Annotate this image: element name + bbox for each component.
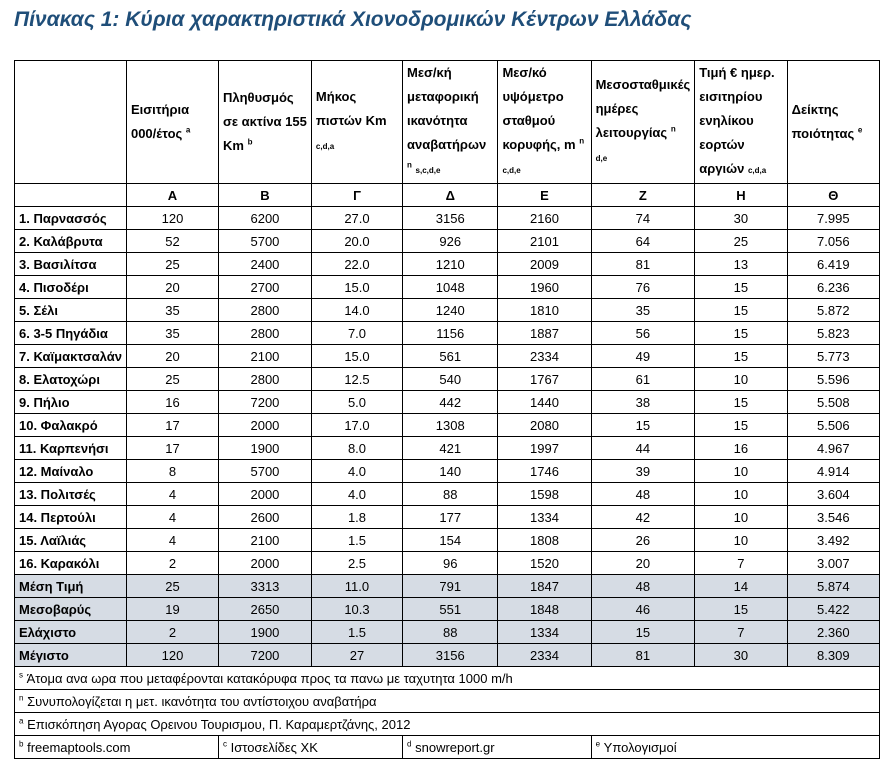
table-row [15,506,880,529]
table-cell: 2080 [498,414,591,437]
table-cell: 30 [695,207,787,230]
table-cell: 15 [695,276,787,299]
table-cell: 2700 [218,276,311,299]
table-cell: 1520 [498,552,591,575]
table-row [15,414,880,437]
row-label: 1. Παρνασσός [15,207,127,230]
table-row [15,529,880,552]
table-cell: 4.967 [787,437,879,460]
table-cell: 2334 [498,644,591,667]
table-cell: 6200 [218,207,311,230]
row-label: 2. Καλάβρυτα [15,230,127,253]
table-cell: 177 [403,506,498,529]
stat-row [15,621,880,644]
table-cell: 39 [591,460,695,483]
stat-row [15,644,880,667]
table-row [15,322,880,345]
footnote-text: Επισκόπηση Αγορας Ορεινου Τουρισμου, Π. Καραμερτζάνης, 2012 [27,716,411,732]
table-cell: 2 [126,621,218,644]
column-letter: Γ [311,184,402,207]
column-header [591,61,695,184]
table-row [15,368,880,391]
column-letter: Β [218,184,311,207]
table-cell: 5.872 [787,299,879,322]
table-cell: 10 [695,460,787,483]
table-cell: 15 [695,391,787,414]
table-cell: 926 [403,230,498,253]
table-cell: 1.5 [311,529,402,552]
table-cell: 17.0 [311,414,402,437]
table-cell: 13 [695,253,787,276]
footnote-row [15,690,880,713]
table-cell: 20 [126,345,218,368]
table-cell: 551 [403,598,498,621]
table-cell: 1240 [403,299,498,322]
table-cell: 540 [403,368,498,391]
header-subscript: s,c,d,e [415,166,441,175]
table-cell: 10 [695,529,787,552]
row-label: 4. Πισοδέρι [15,276,127,299]
table-cell: 5.508 [787,391,879,414]
header-subscript: c,d,e [502,166,521,175]
table-cell: 7.056 [787,230,879,253]
row-label: 8. Ελατοχώρι [15,368,127,391]
footnote [15,713,880,736]
table-cell: 5700 [218,460,311,483]
table-cell: 4 [126,483,218,506]
row-label: 12. Μαίναλο [15,460,127,483]
table-row [15,207,880,230]
table-cell: 1900 [218,437,311,460]
table-cell: 10 [695,483,787,506]
table-cell: 3.007 [787,552,879,575]
table-cell: 3.492 [787,529,879,552]
table-cell: 81 [591,253,695,276]
row-label: 13. Πολιτσές [15,483,127,506]
table-cell: 421 [403,437,498,460]
table-cell: 2800 [218,299,311,322]
table-cell: 22.0 [311,253,402,276]
table-cell: 1847 [498,575,591,598]
table-cell: 2400 [218,253,311,276]
table-cell: 11.0 [311,575,402,598]
table-cell: 120 [126,644,218,667]
column-header [126,61,218,184]
table-cell: 1440 [498,391,591,414]
row-label: 15. Λαϊλιάς [15,529,127,552]
footnote-mark: n [19,693,24,703]
table-cell: 5.596 [787,368,879,391]
table-cell: 74 [591,207,695,230]
table-cell: 8.0 [311,437,402,460]
table-cell: 4 [126,529,218,552]
table-cell: 14.0 [311,299,402,322]
column-letter: Ε [498,184,591,207]
table-cell: 48 [591,483,695,506]
table-cell: 2.360 [787,621,879,644]
table-cell: 27 [311,644,402,667]
column-header-label: Πληθυσμός σε ακτίνα 155 Km [222,90,307,153]
source-text: snowreport.gr [415,739,495,755]
table-cell: 4.0 [311,460,402,483]
table-cell: 1156 [403,322,498,345]
header-subscript: d,e [595,154,608,163]
table-cell: 26 [591,529,695,552]
row-label: 7. Καϊμακτσαλάν [15,345,127,368]
table-cell: 3.546 [787,506,879,529]
table-row [15,437,880,460]
table-cell: 2600 [218,506,311,529]
source-mark: e [595,739,601,749]
column-letter: Ζ [591,184,695,207]
table-cell: 5.422 [787,598,879,621]
table-cell: 14 [695,575,787,598]
header-superscript: e [857,125,863,135]
row-label: 5. Σέλι [15,299,127,322]
table-cell: 561 [403,345,498,368]
table-cell: 20 [126,276,218,299]
table-cell: 1808 [498,529,591,552]
footnote-text: Άτομα ανα ωρα που μεταφέρονται κατακόρυφα προς τα πανω με ταχυτητα 1000 m/h [26,670,513,686]
table-cell: 120 [126,207,218,230]
table-cell: 17 [126,414,218,437]
table-cell: 2100 [218,529,311,552]
table-cell: 15.0 [311,345,402,368]
table-cell: 20.0 [311,230,402,253]
table-cell: 88 [403,621,498,644]
column-header-label: Μήκος πιστών Km [315,89,387,128]
table-cell: 3156 [403,644,498,667]
footnote-mark: a [19,716,24,726]
footnote-row [15,667,880,690]
table-cell: 52 [126,230,218,253]
table-row [15,552,880,575]
table-cell: 15 [591,414,695,437]
table-cell: 30 [695,644,787,667]
row-label: 9. Πήλιο [15,391,127,414]
source-mark: b [19,739,24,749]
table-cell: 10 [695,506,787,529]
column-header [311,61,402,184]
table-cell: 38 [591,391,695,414]
table-cell: 46 [591,598,695,621]
row-label: 14. Περτούλι [15,506,127,529]
table-cell: 64 [591,230,695,253]
table-cell: 1.8 [311,506,402,529]
footnote-text: Συνυπολογίζεται η μετ. ικανότητα του αντίστοιχου αναβατήρα [27,693,377,709]
table-cell: 5.874 [787,575,879,598]
column-header-label: Τιμή € ημερ. εισιτηρίου ενηλίκου εορτών αργιών [699,65,775,176]
footnote [15,667,880,690]
table-cell: 48 [591,575,695,598]
table-cell: 56 [591,322,695,345]
footnote-row [15,713,880,736]
table-cell: 1900 [218,621,311,644]
table-cell: 154 [403,529,498,552]
source-text: freemaptools.com [27,739,131,755]
table-cell: 49 [591,345,695,368]
table-cell: 4 [126,506,218,529]
table-cell: 4.914 [787,460,879,483]
table-cell: 15 [695,598,787,621]
table-cell: 2101 [498,230,591,253]
table-cell: 6.236 [787,276,879,299]
column-header-label: Δείκτης ποιότητας [791,102,855,141]
column-letter: Δ [403,184,498,207]
table-cell: 25 [126,368,218,391]
table-cell: 1598 [498,483,591,506]
table-cell: 2009 [498,253,591,276]
table-cell: 1.5 [311,621,402,644]
header-subscript: c,d,a [315,142,335,151]
column-header-label: Εισιτήρια 000/έτος [130,102,190,141]
stat-row [15,575,880,598]
table-cell: 15 [695,322,787,345]
table-cell: 2000 [218,483,311,506]
table-cell: 2000 [218,414,311,437]
table-cell: 76 [591,276,695,299]
table-cell: 19 [126,598,218,621]
column-letter: Η [695,184,787,207]
column-header [498,61,591,184]
source-mark: d [407,739,412,749]
source-text: Ιστοσελίδες ΧΚ [230,739,318,755]
table-cell: 16 [695,437,787,460]
column-header-label: Μεσ/κή μεταφορική ικανότητα αναβατήρων [407,65,487,152]
table-cell: 4.0 [311,483,402,506]
column-header [218,61,311,184]
table-cell: 2.5 [311,552,402,575]
table-cell: 15 [695,299,787,322]
header-superscript: b [247,137,253,147]
table-cell: 7.0 [311,322,402,345]
table-cell: 2100 [218,345,311,368]
table-cell: 61 [591,368,695,391]
table-cell: 15.0 [311,276,402,299]
table-cell: 5.0 [311,391,402,414]
table-cell: 7.995 [787,207,879,230]
table-cell: 1210 [403,253,498,276]
page-title: Πίνακας 1: Κύρια χαρακτηριστικά Χιονοδρομικών Κέντρων Ελλάδας [14,8,692,31]
header-corner [15,61,127,184]
table-cell: 1997 [498,437,591,460]
table-row [15,345,880,368]
table-cell: 1810 [498,299,591,322]
table-cell: 35 [126,299,218,322]
table-cell: 15 [695,414,787,437]
table-cell: 7200 [218,644,311,667]
table-row [15,460,880,483]
table-cell: 27.0 [311,207,402,230]
table-cell: 442 [403,391,498,414]
header-subscript: c,d,a [747,166,767,175]
table-cell: 2800 [218,368,311,391]
table-cell: 2650 [218,598,311,621]
column-letters-row [15,184,880,207]
table-row [15,483,880,506]
table-cell: 20 [591,552,695,575]
column-header [695,61,787,184]
table-cell: 35 [591,299,695,322]
footnote [15,690,880,713]
row-label: 16. Καρακόλι [15,552,127,575]
source-text: Υπολογισμοί [603,739,677,755]
source-mark: c [222,739,227,749]
letters-corner [15,184,127,207]
header-row [15,61,880,184]
table-cell: 5.823 [787,322,879,345]
table-row [15,253,880,276]
table-cell: 7200 [218,391,311,414]
table-cell: 1048 [403,276,498,299]
table-cell: 15 [591,621,695,644]
table-cell: 1334 [498,621,591,644]
column-header-label: Μεσοσταθμικές ημέρες λειτουργίας [595,77,691,140]
table-cell: 3.604 [787,483,879,506]
table-cell: 1308 [403,414,498,437]
table-cell: 2334 [498,345,591,368]
column-letter: Θ [787,184,879,207]
row-label: 11. Καρπενήσι [15,437,127,460]
table-cell: 10.3 [311,598,402,621]
row-label: Ελάχιστο [15,621,127,644]
table-cell: 5.506 [787,414,879,437]
table-row [15,391,880,414]
table-cell: 25 [126,253,218,276]
table-cell: 5.773 [787,345,879,368]
table-cell: 2160 [498,207,591,230]
column-header-label: Μεσ/κό υψόμετρο σταθμού κορυφής, m [502,65,576,152]
table-row [15,276,880,299]
table-cell: 140 [403,460,498,483]
row-label: 6. 3-5 Πηγάδια [15,322,127,345]
table-cell: 2 [126,552,218,575]
table-cell: 5700 [218,230,311,253]
table-cell: 12.5 [311,368,402,391]
column-letter: Α [126,184,218,207]
table-cell: 1848 [498,598,591,621]
table-cell: 7 [695,621,787,644]
table-row [15,299,880,322]
table-cell: 2000 [218,552,311,575]
header-superscript: n [407,160,412,170]
table-cell: 3313 [218,575,311,598]
table-cell: 1746 [498,460,591,483]
row-label: Μέγιστο [15,644,127,667]
column-header [403,61,498,184]
table-cell: 42 [591,506,695,529]
table-cell: 35 [126,322,218,345]
row-label: 10. Φαλακρό [15,414,127,437]
table-cell: 1960 [498,276,591,299]
table-cell: 6.419 [787,253,879,276]
table-cell: 7 [695,552,787,575]
table-cell: 1887 [498,322,591,345]
table-cell: 791 [403,575,498,598]
column-header [787,61,879,184]
table-row [15,230,880,253]
table-cell: 44 [591,437,695,460]
row-label: Μέση Τιμή [15,575,127,598]
row-label: Μεσοβαρύς [15,598,127,621]
header-superscript: n [579,136,585,146]
row-label: 3. Βασιλίτσα [15,253,127,276]
table-cell: 15 [695,345,787,368]
table-cell: 1767 [498,368,591,391]
table-cell: 8 [126,460,218,483]
table-cell: 25 [126,575,218,598]
table-cell: 25 [695,230,787,253]
table-cell: 8.309 [787,644,879,667]
table-cell: 2800 [218,322,311,345]
ski-centers-table [14,60,880,759]
stat-row [15,598,880,621]
table-cell: 96 [403,552,498,575]
table-cell: 10 [695,368,787,391]
table-cell: 81 [591,644,695,667]
table-cell: 1334 [498,506,591,529]
header-superscript: a [185,125,191,135]
header-superscript: n [670,124,676,134]
table-cell: 17 [126,437,218,460]
table-cell: 16 [126,391,218,414]
footnote-mark: s [19,670,23,680]
table-cell: 88 [403,483,498,506]
table-cell: 3156 [403,207,498,230]
